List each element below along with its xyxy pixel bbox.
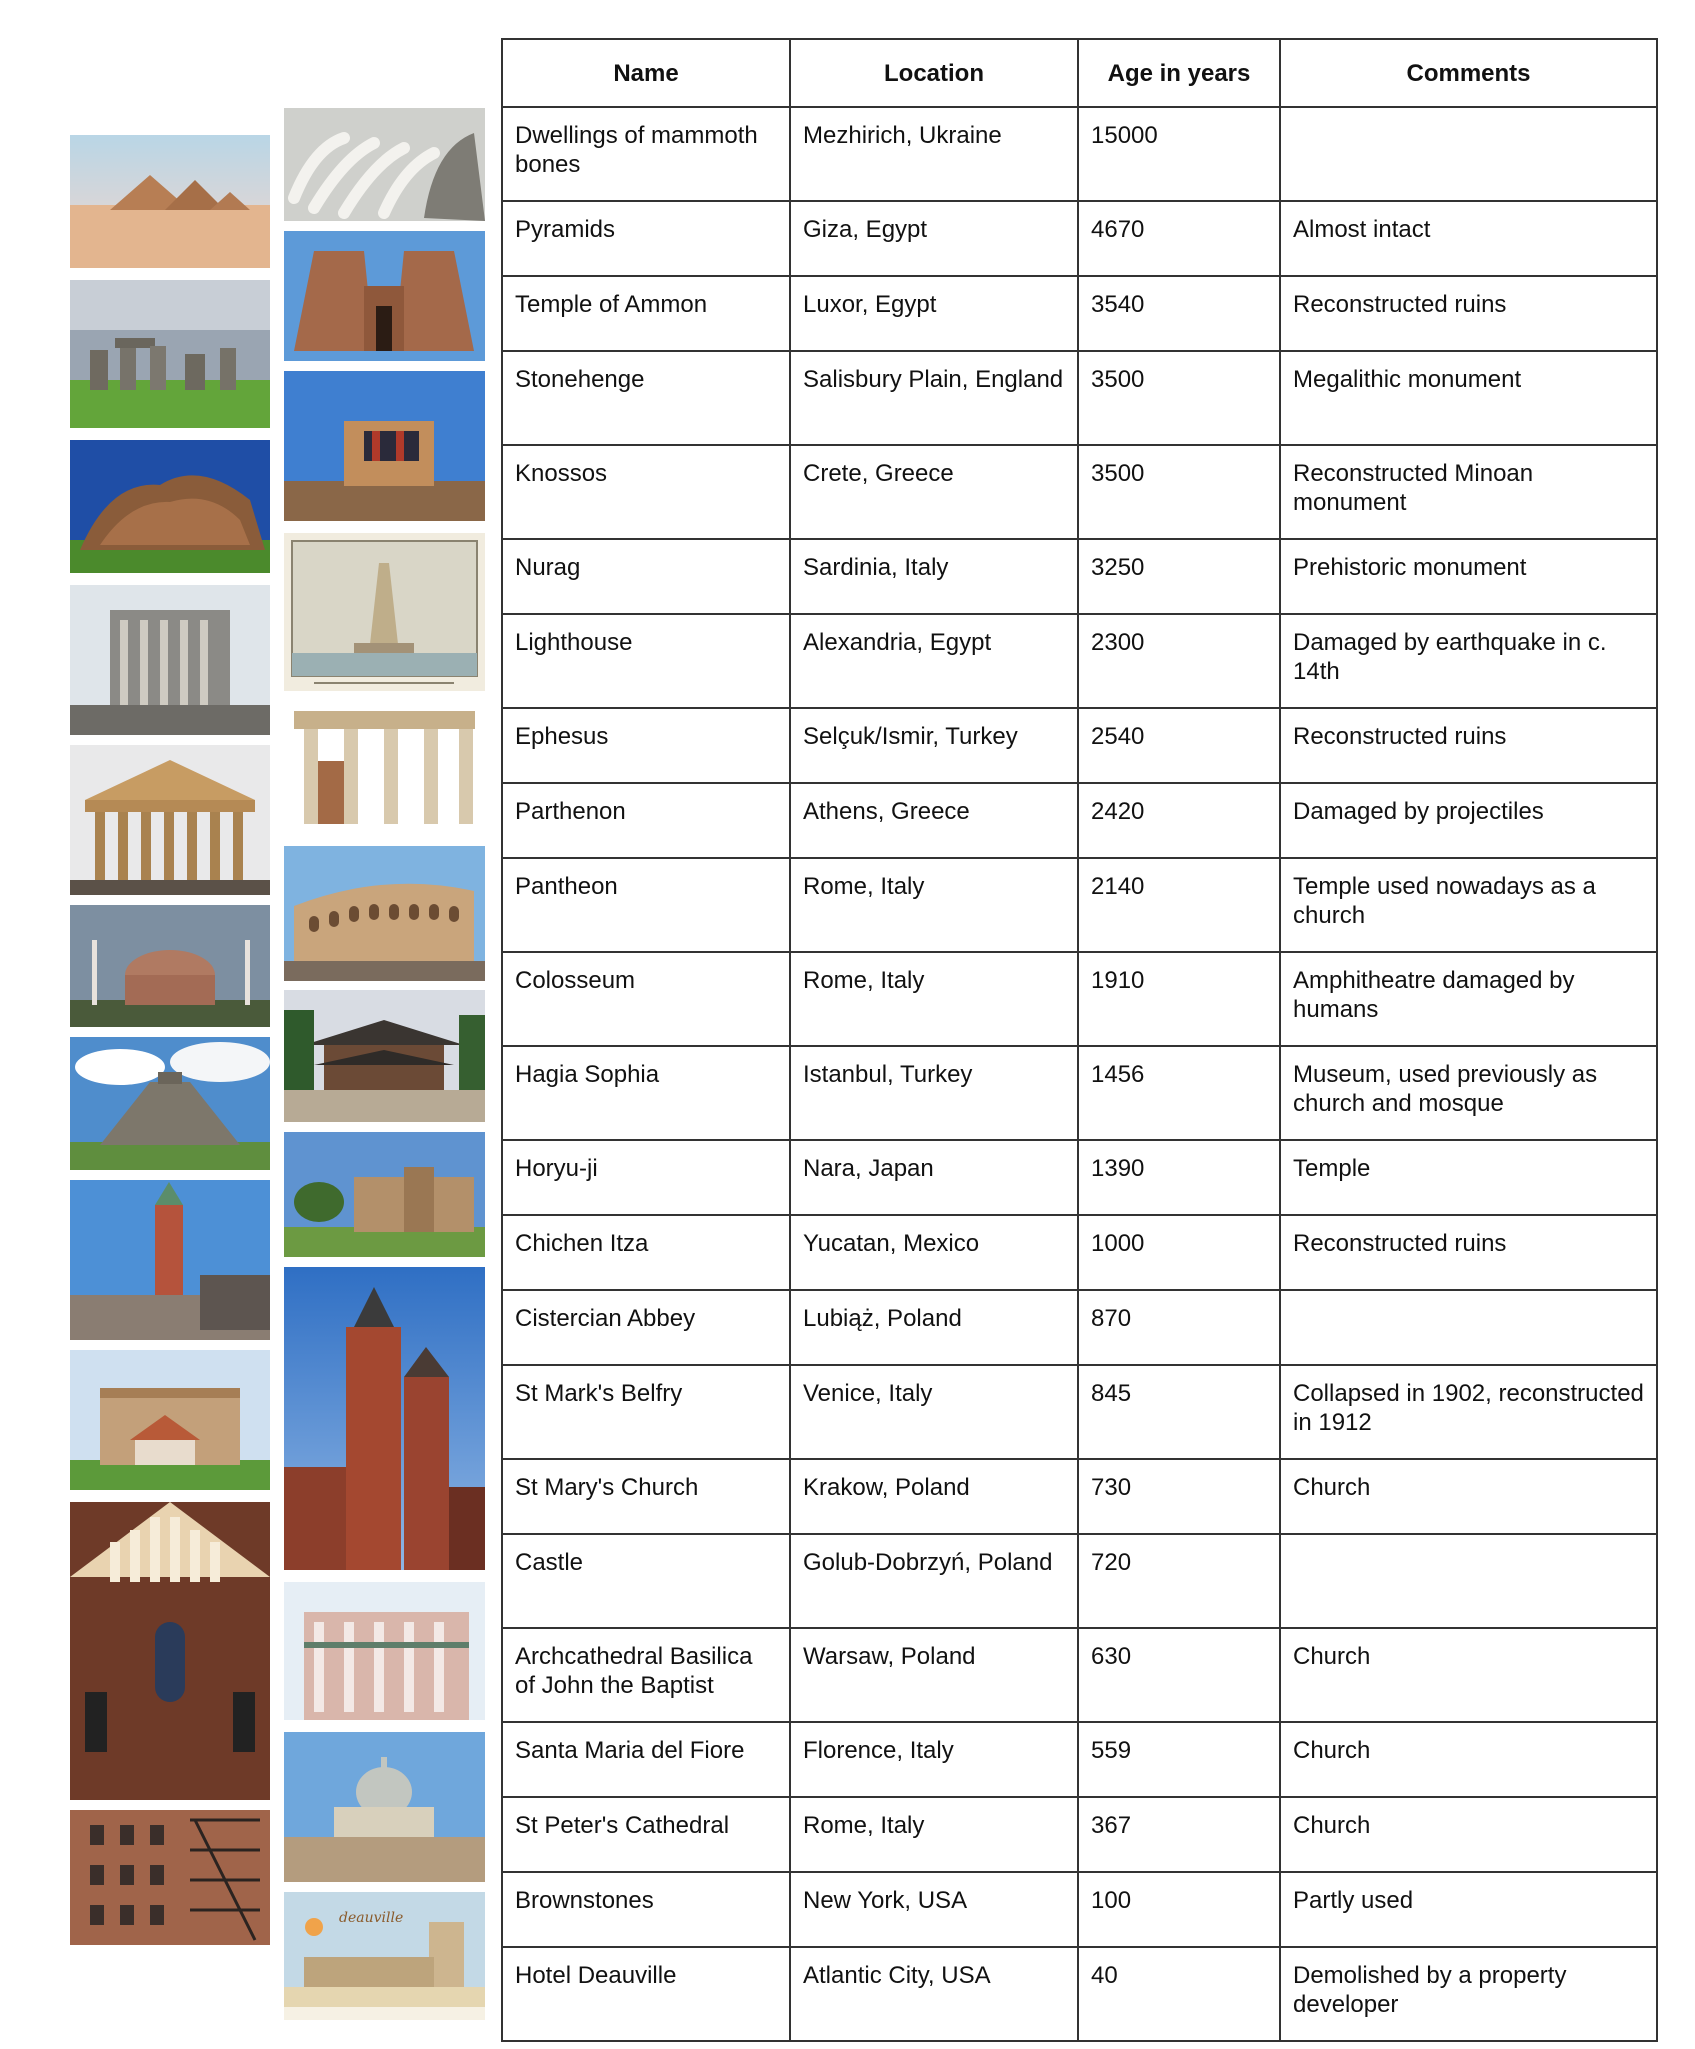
cell-location: Rome, Italy [790,858,1078,952]
cell-location: Atlantic City, USA [790,1947,1078,2041]
cell-location: Istanbul, Turkey [790,1046,1078,1140]
cell-name: St Mark's Belfry [502,1365,790,1459]
cell-name: Temple of Ammon [502,276,790,351]
table-row [502,1534,1657,1628]
cell-location: Athens, Greece [790,783,1078,858]
cell-age: 630 [1078,1628,1280,1722]
table-row [502,858,1657,952]
table-row [502,614,1657,708]
cell-location: Mezhirich, Ukraine [790,107,1078,201]
cell-comments: Partly used [1280,1872,1657,1947]
cell-comments: Church [1280,1628,1657,1722]
cell-comments: Reconstructed ruins [1280,276,1657,351]
cell-comments: Temple [1280,1140,1657,1215]
hagia-sophia-photo [70,905,270,1027]
cell-age: 3250 [1078,539,1280,614]
cell-comments: Damaged by earthquake in c. 14th [1280,614,1657,708]
cell-location: Yucatan, Mexico [790,1215,1078,1290]
mammoth-bone-dwelling-photo [284,108,485,221]
cell-name: Hagia Sophia [502,1046,790,1140]
chichen-itza-photo [70,1037,270,1170]
cell-comments: Church [1280,1722,1657,1797]
header-comments: Comments [1280,39,1657,107]
cell-name: Knossos [502,445,790,539]
cell-name: Santa Maria del Fiore [502,1722,790,1797]
cell-name: Chichen Itza [502,1215,790,1290]
cell-comments: Museum, used previously as church and mosque [1280,1046,1657,1140]
cell-age: 559 [1078,1722,1280,1797]
cell-location: Giza, Egypt [790,201,1078,276]
cell-name: Hotel Deauville [502,1947,790,2041]
st-marys-church-photo [284,1267,485,1570]
cell-comments: Damaged by projectiles [1280,783,1657,858]
cell-location: Sardinia, Italy [790,539,1078,614]
cell-name: Colosseum [502,952,790,1046]
cell-age: 1456 [1078,1046,1280,1140]
cell-age: 720 [1078,1534,1280,1628]
cell-name: Dwellings of mammoth bones [502,107,790,201]
table-row [502,351,1657,445]
cell-comments: Collapsed in 1902, reconstructed in 1912 [1280,1365,1657,1459]
cell-age: 3500 [1078,351,1280,445]
cell-location: Selçuk/Ismir, Turkey [790,708,1078,783]
cell-comments [1280,107,1657,201]
temple-of-ammon-photo [284,231,485,361]
knossos-photo [284,371,485,521]
cell-location: Crete, Greece [790,445,1078,539]
stonehenge-photo [70,280,270,428]
cell-location: Rome, Italy [790,1797,1078,1872]
cell-location: Florence, Italy [790,1722,1078,1797]
monuments-table [501,38,1658,2042]
cell-name: Parthenon [502,783,790,858]
pyramids-photo [70,135,270,268]
st-peters-cathedral-photo [284,1732,485,1882]
cell-name: Horyu-ji [502,1140,790,1215]
santa-maria-del-fiore-photo [284,1582,485,1720]
table-row [502,1947,1657,2041]
cell-age: 4670 [1078,201,1280,276]
table-row [502,783,1657,858]
cell-comments: Prehistoric monument [1280,539,1657,614]
warsaw-cathedral-photo [70,1502,270,1800]
cell-name: St Peter's Cathedral [502,1797,790,1872]
cell-comments: Amphitheatre damaged by humans [1280,952,1657,1046]
cell-age: 2300 [1078,614,1280,708]
table-row [502,952,1657,1046]
colosseum-photo [284,846,485,981]
cell-location: Alexandria, Egypt [790,614,1078,708]
cell-name: Pantheon [502,858,790,952]
cell-location: Rome, Italy [790,952,1078,1046]
table-body [502,107,1657,2041]
cell-comments: Demolished by a property developer [1280,1947,1657,2041]
golub-castle-photo [70,1350,270,1490]
table-row [502,1290,1657,1365]
cell-age: 1910 [1078,952,1280,1046]
cell-name: St Mary's Church [502,1459,790,1534]
header-age: Age in years [1078,39,1280,107]
cell-location: Salisbury Plain, England [790,351,1078,445]
table-row [502,1046,1657,1140]
cell-age: 2420 [1078,783,1280,858]
horyu-ji-photo [284,990,485,1122]
table-row [502,1215,1657,1290]
cell-location: New York, USA [790,1872,1078,1947]
table-row [502,445,1657,539]
cell-location: Lubiąż, Poland [790,1290,1078,1365]
postcard-script-text: deauville [339,1910,404,1926]
cell-comments: Church [1280,1797,1657,1872]
cell-age: 870 [1078,1290,1280,1365]
cell-location: Golub-Dobrzyń, Poland [790,1534,1078,1628]
cell-name: Castle [502,1534,790,1628]
cistercian-abbey-photo [284,1132,485,1257]
pantheon-photo [70,745,270,895]
table-row [502,1722,1657,1797]
cell-location: Luxor, Egypt [790,276,1078,351]
cell-location: Warsaw, Poland [790,1628,1078,1722]
header-location: Location [790,39,1078,107]
table-row [502,539,1657,614]
cell-age: 1390 [1078,1140,1280,1215]
cell-age: 15000 [1078,107,1280,201]
nurag-photo [70,440,270,573]
cell-age: 3500 [1078,445,1280,539]
cell-comments: Reconstructed ruins [1280,1215,1657,1290]
cell-age: 3540 [1078,276,1280,351]
hotel-deauville-postcard-photo [284,1892,485,2020]
cell-age: 1000 [1078,1215,1280,1290]
cell-age: 730 [1078,1459,1280,1534]
brownstones-photo [70,1810,270,1945]
cell-comments: Reconstructed Minoan monument [1280,445,1657,539]
cell-comments: Megalithic monument [1280,351,1657,445]
cell-name: Pyramids [502,201,790,276]
table-row [502,201,1657,276]
cell-comments [1280,1290,1657,1365]
ephesus-photo [70,585,270,735]
cell-name: Brownstones [502,1872,790,1947]
cell-age: 367 [1078,1797,1280,1872]
cell-age: 100 [1078,1872,1280,1947]
cell-age: 2140 [1078,858,1280,952]
table-row [502,708,1657,783]
table-row [502,1872,1657,1947]
cell-location: Krakow, Poland [790,1459,1078,1534]
cell-name: Ephesus [502,708,790,783]
cell-name: Stonehenge [502,351,790,445]
table-row [502,1797,1657,1872]
cell-name: Cistercian Abbey [502,1290,790,1365]
cell-comments: Reconstructed ruins [1280,708,1657,783]
cell-age: 845 [1078,1365,1280,1459]
table-row [502,1459,1657,1534]
cell-name: Nurag [502,539,790,614]
cell-comments: Church [1280,1459,1657,1534]
table-row [502,107,1657,201]
parthenon-photo [284,701,485,836]
cell-comments [1280,1534,1657,1628]
table-row [502,1365,1657,1459]
cell-age: 2540 [1078,708,1280,783]
table-header-row [502,39,1657,107]
cell-name: Archcathedral Basilica of John the Baptist [502,1628,790,1722]
cell-comments: Almost intact [1280,201,1657,276]
lighthouse-engraving-photo [284,533,485,691]
header-name: Name [502,39,790,107]
table-row [502,1140,1657,1215]
cell-age: 40 [1078,1947,1280,2041]
table-row [502,276,1657,351]
cell-comments: Temple used nowadays as a church [1280,858,1657,952]
cell-location: Venice, Italy [790,1365,1078,1459]
table-row [502,1628,1657,1722]
cell-name: Lighthouse [502,614,790,708]
st-marks-belfry-photo [70,1180,270,1340]
cell-location: Nara, Japan [790,1140,1078,1215]
